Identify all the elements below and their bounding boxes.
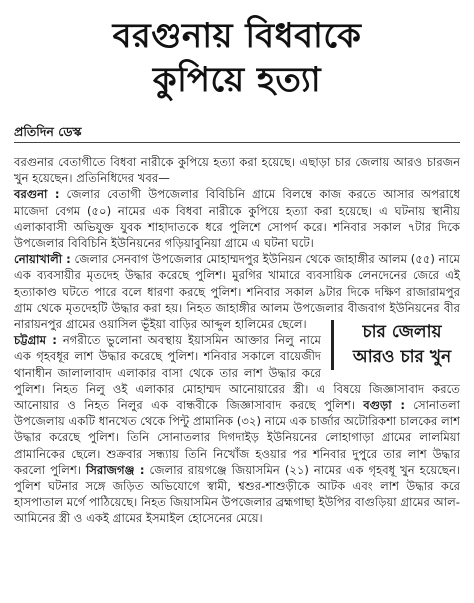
dateline-sirajganj: সিরাজগঞ্জ :	[85, 462, 145, 477]
bogura-text: সোনাতলা উপজেলায় একটি ধানখেত থেকে পিন্টু প্রামানিক (৩২) নামে এক চার্জার অটোরিকশা চালকের লাশ উদ্ধার করেছে পুলিশ। তিনি সোনাতলার দিগদাইড় ইউনিয়নের লোহাগাড়া গ্রামের লালমিয়া প্রামানিকের ছেলে। শুক্রবার সন্ধ্যায় তিনি নিখোঁজ হওয়ার পর শনিবার দুপুরে তার লাশ উদ্ধার করলো পুলিশ।	[14, 398, 460, 477]
dateline-noakhali: নোয়াখালী :	[14, 252, 71, 267]
noakhali-text: জেলার সেনবাগ উপজেলার মোহাম্মদপুর ইউনিয়ন থেকে জাহাঙ্গীর আলম (৫৫) নামে এক ব্যবসায়ীর মৃতদেহ উদ্ধার করেছে পুলিশ। মুরগির খামারে ব্যবসায়িক লেনদেনের জেরে এই হত্যাকাণ্ড ঘটতে পারে বলে ধারণা করছে পুলিশ। শনিবার সকাল ৯টার দিকে দক্ষিণ রাজারামপুর গ্রাম থেকে মৃতদেহটি উদ্ধার করা হয়। নিহত জাহাঙ্গীর আলম উপজেলার বীজবাগ ইউনিয়নের বীর নারায়নপুর গ্রামের ওয়াসিল ভূঁইয়া বাড়ির আব্দুল হালিমের ছেলে।	[14, 252, 460, 332]
byline-divider	[14, 142, 460, 143]
paragraph-barguna	[14, 186, 460, 251]
pull-quote-line-1: চার জেলায়	[362, 322, 442, 343]
pull-quote	[331, 320, 460, 370]
article-intro	[14, 154, 460, 186]
barguna-text: জেলার বেতাগী উপজেলার বিবিচিনি গ্রামে বিলম্বে কাজ করতে আসার অপরাধে মাজেদা বেগম (৫০) নামের এক বিধবা নারীকে কুপিয়ে হত্যা করা হয়েছে। এ ঘটনায় স্থানীয় এলাকাবাসী অভিযুক্ত যুবক শাহাদাতকে ধরে পুলিশে সোপর্দ করে। শনিবার সকাল ৭টার দিকে উপজেলার বিবিচিনি ইউনিয়নের গড়িয়াবুনিয়া গ্রামে এ ঘটনা ঘটে।	[14, 187, 460, 251]
article-body	[14, 154, 460, 527]
pull-quote-line-2: আরও চার খুন	[352, 347, 452, 368]
dateline-chattogram: চট্টগ্রাম :	[14, 333, 57, 348]
intro-text: বরগুনার বেতাগীতে বিধবা নারীকে কুপিয়ে হত্যা করা হয়েছে। এছাড়া চার জেলায় আরও চারজন খুন হয়েছেন। প্রতিনিধিদের খবর—	[14, 155, 460, 186]
headline	[0, 14, 474, 102]
headline-line-1: বরগুনায় বিধবাকে	[112, 16, 362, 56]
dateline-bogura: বগুড়া :	[363, 398, 405, 413]
byline: প্রতিদিন ডেস্ক	[14, 124, 82, 139]
dateline-barguna: বরগুনা :	[14, 187, 60, 202]
sirajganj-text: জেলার রায়গঞ্জে জিয়াসমিন (২১) নামের এক গৃহবধূ খুন হয়েছেন। পুলিশ ঘটনার সঙ্গে জড়িত অভিযোগে স্বামী, শ্বশুর-শাশুড়ীকে আটক এবং লাশ উদ্ধার করে হাসপাতাল মর্গে পাঠিয়েছে। নিহত জিয়াসমিন উপজেলার ব্রহ্মগাছা ইউপির বাগুড়িয়া গ্রামের আল-আমিনের স্ত্রী ও একই গ্রামের ইসমাইল হোসেনের মেয়ে।	[14, 462, 461, 526]
chattogram-text: নগরীতে ভুলোনা অবস্থায় ইয়াসমিন আক্তার নিলু নামে এক গৃহবধূর লাশ উদ্ধার করেছে পুলিশ। শনিবার সকালে বায়েজীদ থানাধীন জালালাবাদ এলাকার বাসা থেকে তার লাশ উদ্ধার করে পুলিশ। নিহত নিলু ওই এলাকার মোহাম্মদ আনোয়ারের স্ত্রী। এ বিষয়ে জিজ্ঞাসাবাদ করতে আনোয়ার ও নিহত নিলুর এক বান্ধবীকে জিজ্ঞাসাবাদ করছে পুলিশ।	[14, 333, 460, 413]
headline-line-2: কুপিয়ে হত্যা	[152, 60, 322, 100]
